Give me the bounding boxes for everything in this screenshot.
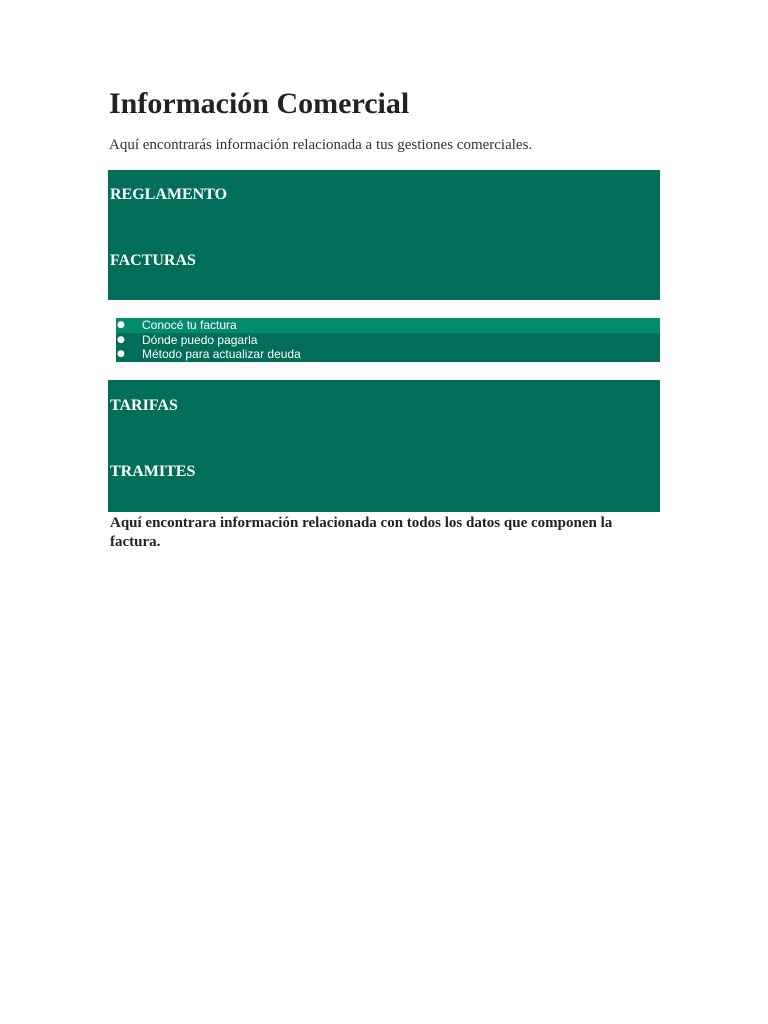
submenu-item-conoce-factura[interactable] xyxy=(116,318,660,333)
intro-text: Aquí encontrarás información relacionada a tus gestiones comerciales. xyxy=(109,137,533,153)
submenu-item-label: Método para actualizar deuda xyxy=(142,347,301,362)
submenu-item-label: Conocé tu factura xyxy=(142,318,237,332)
menu-panel-top xyxy=(108,170,660,300)
menu-item-tarifas[interactable]: TARIFAS xyxy=(110,397,178,414)
bullet-icon: ● xyxy=(117,349,125,360)
menu-panel-bottom xyxy=(108,380,660,512)
bullet-icon: ● xyxy=(117,334,125,345)
menu-item-facturas[interactable]: FACTURAS xyxy=(110,252,196,269)
submenu-item-actualizar-deuda[interactable] xyxy=(116,347,660,362)
content-description: Aquí encontrara información relacionada con todos los datos que componen la factura. xyxy=(110,515,613,550)
submenu-item-label: Dónde puedo pagarla xyxy=(142,332,258,347)
submenu-item-donde-pagarla[interactable] xyxy=(116,333,660,348)
menu-item-reglamento[interactable]: REGLAMENTO xyxy=(110,186,228,203)
bullet-icon: ● xyxy=(117,320,125,330)
page-title: Información Comercial xyxy=(109,87,410,120)
facturas-submenu xyxy=(116,318,660,362)
menu-item-tramites[interactable]: TRAMITES xyxy=(110,463,196,480)
